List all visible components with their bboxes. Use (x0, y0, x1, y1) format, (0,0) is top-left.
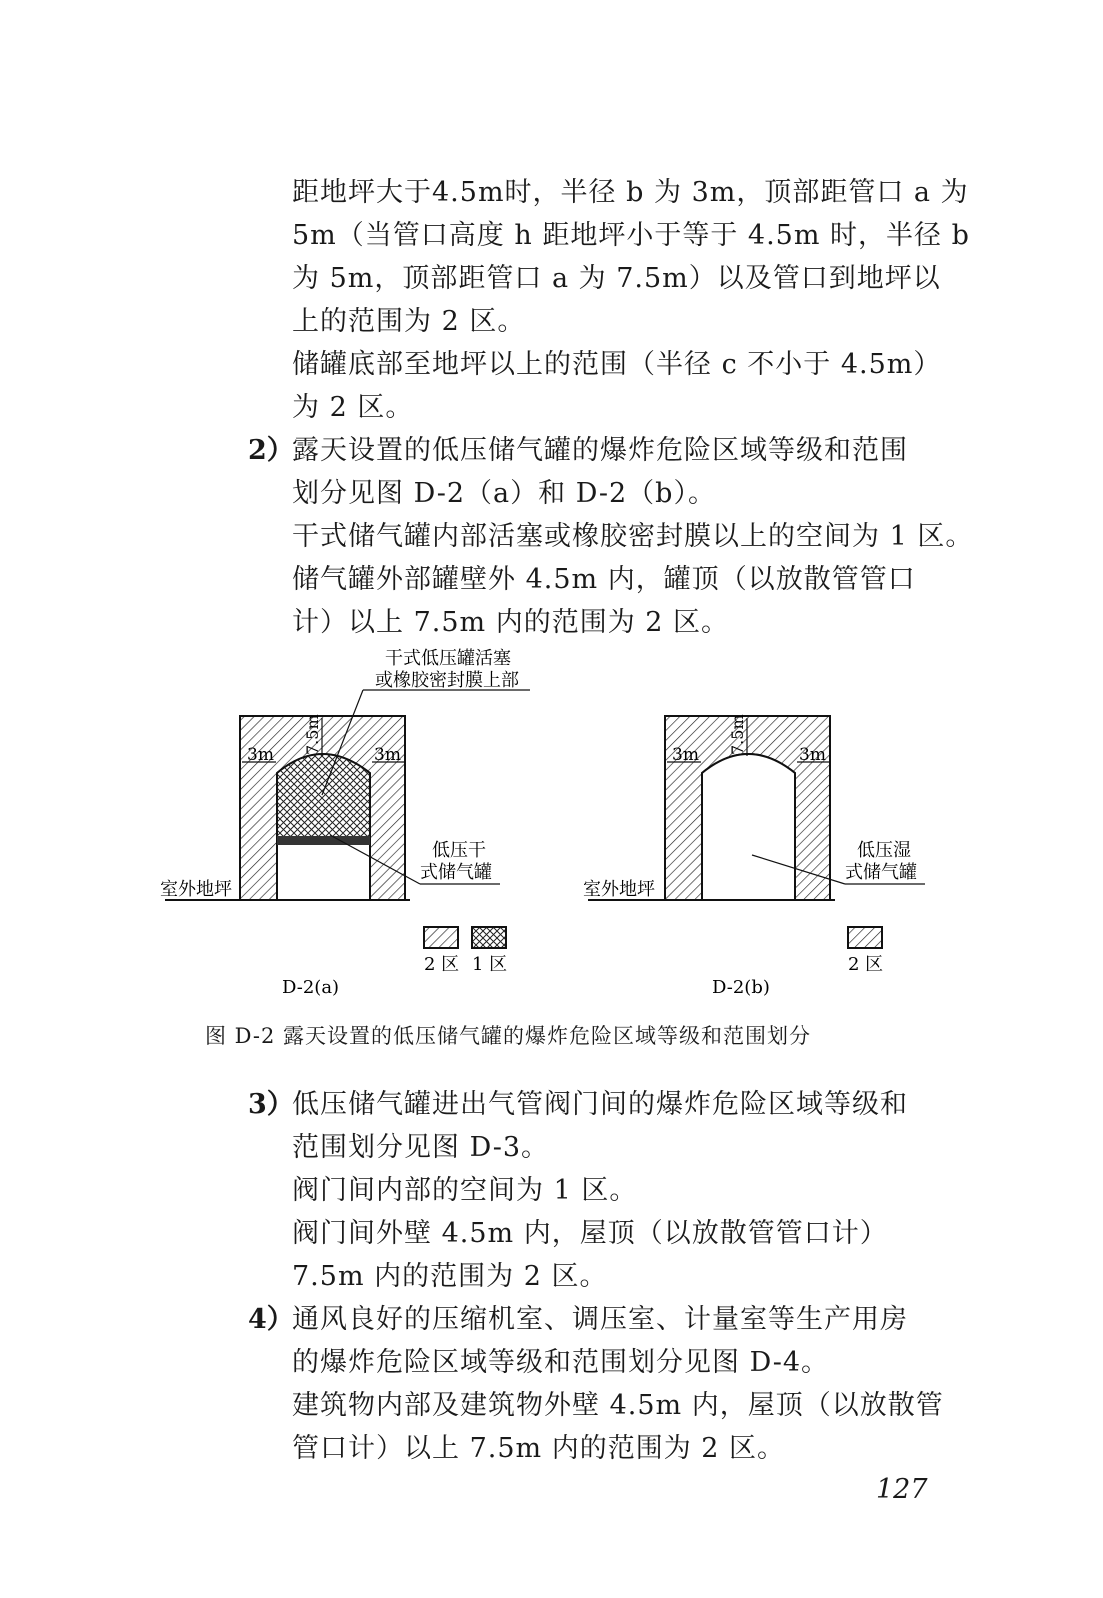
callout-text: 干式低压罐活塞 (385, 648, 511, 669)
legend-label: 1 区 (472, 954, 508, 975)
zone1-region-a (277, 754, 370, 840)
tank-label: 低压湿 (857, 840, 911, 861)
text-line: 划分见图 D-2（a）和 D-2（b）。 (292, 478, 716, 509)
legend-zone2-swatch (424, 927, 458, 948)
tank-label: 式储气罐 (420, 862, 492, 883)
dimension-label: 7.5m (728, 714, 747, 755)
text-line: 7.5m 内的范围为 2 区。 (292, 1261, 608, 1292)
text-line: 上的范围为 2 区。 (292, 306, 526, 337)
legend-label: 2 区 (848, 954, 884, 975)
callout-text: 或橡胶密封膜上部 (375, 670, 519, 691)
text-line: 计）以上 7.5m 内的范围为 2 区。 (292, 607, 730, 638)
item-number: 2） (248, 435, 294, 466)
text-line: 阀门间内部的空间为 1 区。 (292, 1175, 638, 1206)
text-line: 露天设置的低压储气罐的爆炸危险区域等级和范围 (292, 435, 908, 466)
dimension-label: 3m (672, 745, 699, 765)
tank-label: 低压干 (432, 840, 486, 861)
figure-caption: 图 D-2 露天设置的低压储气罐的爆炸危险区域等级和范围划分 (205, 1024, 812, 1048)
text-line: 的爆炸危险区域等级和范围划分见图 D-4。 (292, 1347, 830, 1378)
text-line: 建筑物内部及建筑物外壁 4.5m 内，屋顶（以放散管 (292, 1390, 944, 1421)
piston-band (277, 836, 370, 845)
text-line: 低压储气罐进出气管阀门间的爆炸危险区域等级和 (292, 1089, 908, 1120)
legend-zone2-swatch (848, 927, 882, 948)
text-line: 阀门间外壁 4.5m 内，屋顶（以放散管管口计） (292, 1218, 888, 1249)
text-line: 储气罐外部罐壁外 4.5m 内，罐顶（以放散管管口 (292, 564, 916, 595)
text-line: 为 5m，顶部距管口 a 为 7.5m）以及管口到地坪以 (292, 263, 941, 294)
text-line: 管口计）以上 7.5m 内的范围为 2 区。 (292, 1433, 786, 1464)
tank-interior-b (702, 754, 795, 900)
ground-label: 室外地坪 (160, 879, 232, 900)
subfigure-label: D-2(a) (282, 977, 340, 998)
text-line: 距地坪大于4.5m时，半径 b 为 3m，顶部距管口 a 为 (292, 177, 969, 208)
figure-b (583, 714, 925, 998)
item-number: 3） (248, 1089, 294, 1120)
subfigure-label: D-2(b) (712, 977, 770, 998)
figure-a (160, 648, 530, 998)
tank-label: 式储气罐 (845, 862, 917, 883)
legend-zone1-swatch (472, 927, 506, 948)
text-line: 范围划分见图 D-3。 (292, 1132, 550, 1163)
ground-label: 室外地坪 (583, 879, 655, 900)
text-line: 通风良好的压缩机室、调压室、计量室等生产用房 (292, 1304, 908, 1335)
text-line: 储罐底部至地坪以上的范围（半径 c 不小于 4.5m） (292, 349, 942, 380)
dimension-label: 7.5m (303, 714, 322, 755)
dimension-label: 3m (374, 745, 401, 765)
text-line: 5m（当管口高度 h 距地坪小于等于 4.5m 时，半径 b (292, 220, 970, 251)
item-number: 4） (248, 1304, 294, 1335)
text-line: 干式储气罐内部活塞或橡胶密封膜以上的空间为 1 区。 (292, 521, 974, 552)
dimension-label: 3m (799, 745, 826, 765)
legend-label: 2 区 (424, 954, 460, 975)
page-number: 127 (876, 1474, 928, 1505)
text-line: 为 2 区。 (292, 392, 414, 423)
dimension-label: 3m (247, 745, 274, 765)
